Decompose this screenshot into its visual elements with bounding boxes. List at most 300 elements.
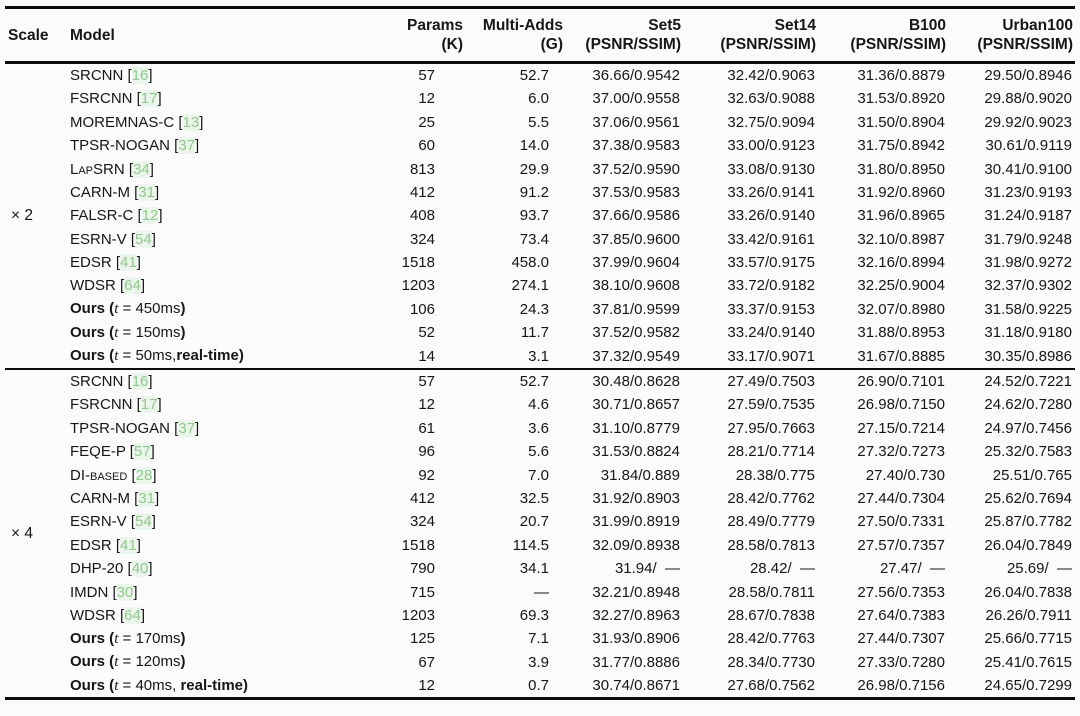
model-name: EDSR [41] [70,536,141,554]
value-cell: 52.7 [465,369,565,393]
model-name-text: EDSR [70,254,112,272]
model-name [67,344,365,368]
value-cell: 25 [418,113,435,131]
value-cell: 27.47/ — [879,560,945,578]
column-header-model [67,8,365,63]
model-name-text: SRCNN [70,373,124,391]
value-cell: 32.09/0.8938 [592,536,680,554]
column-header-params [365,8,465,63]
model-name-segment: ) [180,300,186,318]
value-cell: 27.33/0.7280 [857,653,945,671]
value-cell: 32.5 [519,489,549,507]
value-cell: 31.79/0.9248 [984,230,1072,248]
value-cell: 29.92/0.9023 [984,113,1072,131]
value-cell: 31.88/0.8953 [857,324,945,342]
value-cell: 33.26/0.9141 [727,183,815,201]
table-row [5,627,1075,650]
value-cell: 30.71/0.8657 [592,396,680,414]
value-cell: 813 [409,160,435,178]
table-row [5,369,1075,393]
value-cell: 37.81/0.9599 [592,300,680,318]
value-cell: 93.7 [519,207,549,225]
table-row [5,417,1075,440]
value-cell: 25.32/0.7583 [984,443,1072,461]
value-cell: 32.10/0.8987 [857,230,945,248]
value-cell: 37.06/0.9561 [592,113,680,131]
citation-link[interactable]: 64 [124,277,141,295]
value-cell: 24.62/0.7280 [984,396,1072,414]
value-cell: 57 [365,369,465,393]
value-cell: 32.75/0.9094 [727,113,815,131]
value-cell: 1518 [401,536,435,554]
table-row [5,87,1075,110]
value-cell: 27.50/0.7331 [857,513,945,531]
value-cell: 25.51/0.765 [992,466,1072,484]
citation-link[interactable]: 64 [124,606,141,624]
model-name-segment: ) [180,323,186,341]
value-cell: 25.87/0.7782 [984,513,1072,531]
model-name-text: FSRCNN [70,396,133,414]
column-label: Set5 [648,17,681,34]
value-cell: 28.42/0.7763 [727,630,815,648]
table-row [5,227,1075,250]
column-header-urban100 [948,8,1075,63]
citation-link[interactable]: 54 [135,230,152,248]
value-cell: 715 [409,583,435,601]
value-cell: 32.21/0.8948 [592,583,680,601]
value-cell: 412 [409,489,435,507]
value-cell: 25.66/0.7715 [984,630,1072,648]
value-cell: 31.67/0.8885 [857,347,945,365]
value-cell: 324 [409,230,435,248]
value-cell: 28.67/0.7838 [727,606,815,624]
citation-link[interactable]: 17 [140,396,158,414]
value-cell: 28.49/0.7779 [727,513,815,531]
value-cell: 1203 [401,277,435,295]
citation-link[interactable]: 54 [135,513,152,531]
column-label: Params [406,17,463,34]
value-cell: 31.96/0.8965 [857,207,945,225]
model-name-segment: t [114,677,119,694]
model-name-segment: = 120ms [118,653,181,671]
model-name: TPSR-NOGAN [37] [70,419,200,437]
model-name: ESRN-V [54] [70,230,156,248]
value-cell: 31.99/0.8919 [592,513,680,531]
value-cell: 34.1 [519,560,549,578]
model-name: DHP-20 [40] [70,560,153,578]
benchmark-results-table [5,6,1075,700]
model-name: FALSR-C [12] [70,207,163,225]
model-name [67,651,365,674]
value-cell: 60 [418,137,435,155]
citation-link[interactable]: 12 [141,207,159,225]
value-cell: 12 [418,677,435,695]
value-cell: 6.0 [528,90,549,108]
value-cell: 27.57/0.7357 [857,536,945,554]
value-cell: 3.6 [528,419,549,437]
model-name-segment: Ours ( [70,676,115,694]
value-cell: 26.26/0.7911 [985,606,1072,624]
value-cell: 7.0 [528,466,549,484]
model-name-segment: = 150ms [118,323,181,341]
value-cell: 412 [409,183,435,201]
model-name: CARN-M [31] [70,183,160,201]
model-name-segment: Ours ( [70,300,115,318]
value-cell: 31.92/0.8960 [857,183,945,201]
value-cell: 27.49/0.7503 [683,369,818,393]
citation-link[interactable]: 31 [138,489,156,507]
value-cell: 114.5 [512,536,549,554]
value-cell: 5.5 [528,113,549,131]
model-name: ESRN-V [54] [70,513,156,531]
model-name: LapSRN [34] [70,160,154,178]
value-cell: 31.98/0.9272 [984,254,1072,272]
model-name-text: CARN-M [70,489,130,507]
column-header-set5 [565,8,683,63]
model-name-text: IMDN [70,583,109,601]
model-name: EDSR [41] [70,254,141,272]
table-row [5,298,1075,321]
value-cell: 458.0 [511,254,549,272]
model-name: WDSR [64] [70,277,146,295]
citation-link[interactable]: 34 [133,160,150,178]
value-cell: 37.53/0.9583 [592,183,680,201]
value-cell: 28.38/0.775 [735,466,815,484]
citation-link[interactable]: 31 [138,183,156,201]
value-cell: 33.24/0.9140 [727,324,815,342]
value-cell: 25.69/ — [1006,560,1072,578]
value-cell: 37.52/0.9582 [592,324,680,342]
table-row [5,251,1075,274]
column-label: Urban100 [1002,17,1073,34]
value-cell: 69.3 [519,606,549,624]
column-sublabel: (K) [441,36,463,54]
value-cell: 37.38/0.9583 [592,137,680,155]
model-name: MOREMNAS-C [13] [70,113,204,131]
value-cell: 28.21/0.7714 [727,443,815,461]
value-cell: 31.80/0.8950 [857,160,945,178]
model-name: FEQE-P [57] [70,443,155,461]
value-cell: 408 [409,207,435,225]
citation-link[interactable]: 16 [131,373,149,391]
table-header [5,8,1075,63]
value-cell: — [534,583,549,601]
table-row [5,487,1075,510]
value-cell: 33.17/0.9071 [727,347,815,365]
model-name-text: MOREMNAS-C [70,113,175,131]
value-cell: 27.59/0.7535 [727,396,815,414]
table-row [5,440,1075,463]
table-row [5,651,1075,674]
table-row [5,111,1075,134]
column-sublabel: (G) [540,36,563,54]
value-cell: 30.61/0.9119 [985,137,1072,155]
table-row [5,604,1075,627]
value-cell: 33.08/0.9130 [727,160,815,178]
citation-link[interactable]: 40 [131,560,149,578]
value-cell: 33.42/0.9161 [727,230,815,248]
value-cell: 32.42/0.9063 [727,66,815,84]
model-name-segment: t [114,654,119,671]
value-cell: 1518 [401,254,435,272]
value-cell: 37.00/0.9558 [592,90,680,108]
value-cell: 27.15/0.7214 [857,419,945,437]
model-name-segment: t [114,348,119,365]
value-cell: 24.65/0.7299 [984,677,1072,695]
model-name-text: ESRN-V [70,230,127,248]
table-row [5,134,1075,157]
model-name-text: FEQE-P [70,443,126,461]
citation-link[interactable]: 57 [133,443,151,461]
value-cell: 14 [418,347,435,365]
value-cell: 1203 [401,606,435,624]
model-name-text: ESRN-V [70,513,127,531]
model-name: SRCNN [16] [67,369,365,393]
value-cell: 30.48/0.8628 [565,369,683,393]
value-cell: 26.04/0.7838 [984,583,1072,601]
model-name-text: WDSR [70,606,116,624]
value-cell: 27.56/0.7353 [857,583,945,601]
value-cell: 31.84/0.889 [600,466,680,484]
value-cell: 27.44/0.7304 [857,489,945,507]
model-name: SRCNN [16] [70,66,153,84]
model-name: FSRCNN [17] [70,90,162,108]
citation-link[interactable]: 28 [135,466,153,484]
value-cell: 31.23/0.9193 [984,183,1072,201]
model-name-segment: = 40ms, [118,676,181,694]
value-cell: 33.00/0.9123 [727,137,815,155]
column-label: Set14 [774,17,816,34]
citation-link[interactable]: 41 [120,254,137,272]
value-cell: 27.64/0.7383 [857,606,945,624]
value-cell: 61 [418,419,435,437]
model-name-segment: ) [180,653,186,671]
value-cell: 5.6 [528,443,549,461]
column-sublabel: (PSNR/SSIM) [720,36,816,54]
model-name: FSRCNN [17] [70,396,162,414]
value-cell: 0.7 [528,677,549,695]
model-name-segment: t [114,301,119,318]
citation-link[interactable]: 41 [120,536,137,554]
table-row [5,344,1075,368]
model-name [67,321,365,344]
value-cell: 25.62/0.7694 [984,489,1072,507]
value-cell: 29.88/0.9020 [984,90,1072,108]
value-cell: 67 [418,653,435,671]
value-cell: 27.44/0.7307 [857,630,945,648]
value-cell: 27.68/0.7562 [727,677,815,695]
value-cell: 31.18/0.9180 [984,324,1072,342]
model-name-text: LapSRN [70,160,125,178]
value-cell: 4.6 [528,396,549,414]
value-cell: 57 [418,66,435,84]
value-cell: 12 [418,396,435,414]
value-cell: 30.74/0.8671 [592,677,680,695]
value-cell: 31.50/0.8904 [857,113,945,131]
value-cell: 27.95/0.7663 [727,419,815,437]
model-name-text: TPSR-NOGAN [70,419,171,437]
value-cell: 125 [409,630,435,648]
model-name-segment: Ours ( [70,653,115,671]
value-cell: 20.7 [519,513,549,531]
value-cell: 31.24/0.9187 [984,207,1072,225]
model-name-text: FALSR-C [70,207,134,225]
value-cell: 36.66/0.9542 [592,66,680,84]
table-row [5,393,1075,416]
table-row [5,580,1075,603]
model-name-text: EDSR [70,536,112,554]
model-name-segment: Ours ( [70,629,115,647]
value-cell: 7.1 [528,630,549,648]
value-cell: 790 [409,560,435,578]
table-row [5,157,1075,180]
value-cell: 30.35/0.8986 [984,347,1072,365]
value-cell: 3.1 [528,347,549,365]
value-cell: 31.93/0.8906 [592,630,680,648]
value-cell: 31.36/0.8879 [857,66,945,84]
model-name-text: DI-based [70,466,128,484]
column-label: Scale [8,26,49,44]
table-body [5,62,1075,699]
column-sublabel: (PSNR/SSIM) [585,36,681,54]
model-name: DI-based [28] [70,466,157,484]
value-cell: 37.52/0.9590 [592,160,680,178]
value-cell: 24.97/0.7456 [984,419,1072,437]
value-cell: 106 [409,300,435,318]
model-name-segment: ) [180,629,186,647]
model-name-segment: real-time) [176,347,244,365]
citation-link[interactable]: 30 [116,583,134,601]
value-cell: 26.90/0.7101 [818,369,948,393]
column-header-multi-adds [465,8,565,63]
value-cell: 11.7 [520,324,549,342]
value-cell: 52.7 [519,66,549,84]
model-name-text: TPSR-NOGAN [70,137,171,155]
column-label: B100 [908,17,946,34]
value-cell: 324 [409,513,435,531]
value-cell: 30.41/0.9100 [984,160,1072,178]
model-name: TPSR-NOGAN [37] [70,137,200,155]
value-cell: 14.0 [519,137,549,155]
table-row [5,463,1075,486]
value-cell: 26.04/0.7849 [984,536,1072,554]
column-header-set14 [683,8,818,63]
table-row [5,274,1075,297]
table-row [5,204,1075,227]
value-cell: 96 [418,443,435,461]
value-cell: 37.85/0.9600 [592,230,680,248]
value-cell: 37.99/0.9604 [592,254,680,272]
value-cell: 31.58/0.9225 [984,300,1072,318]
model-name [67,627,365,650]
column-header-b100 [818,8,948,63]
value-cell: 28.58/0.7813 [727,536,815,554]
model-name-text: WDSR [70,277,116,295]
scale-label: × 4 [5,369,67,699]
model-name-text: CARN-M [70,183,130,201]
value-cell: 32.63/0.9088 [727,90,815,108]
value-cell: 37.66/0.9586 [592,207,680,225]
citation-link[interactable]: 37 [178,419,196,437]
model-name-segment: t [114,324,119,341]
scale-label: × 2 [11,206,33,224]
column-label: Multi-Adds [482,17,563,34]
value-cell: 31.53/0.8920 [857,90,945,108]
value-cell: 52 [418,324,435,342]
value-cell: 38.10/0.9608 [592,277,680,295]
value-cell: 32.27/0.8963 [592,606,680,624]
value-cell: 28.42/0.7762 [727,489,815,507]
model-name-segment: Ours ( [70,347,115,365]
table-row [5,674,1075,699]
table-row [5,510,1075,533]
citation-link[interactable]: 16 [131,66,149,84]
value-cell: 24.52/0.7221 [948,369,1075,393]
value-cell: 28.34/0.7730 [727,653,815,671]
model-name-text: SRCNN [70,66,124,84]
value-cell: 91.2 [519,183,549,201]
value-cell: 32.07/0.8980 [857,300,945,318]
model-name-segment: real-time) [180,676,248,694]
model-name-segment: = 50ms, [118,347,177,365]
value-cell: 25.41/0.7615 [984,653,1072,671]
value-cell: 31.92/0.8903 [592,489,680,507]
value-cell: 33.57/0.9175 [727,254,815,272]
model-name: WDSR [64] [70,606,146,624]
model-name: IMDN [30] [70,583,138,601]
table-row [5,321,1075,344]
model-name-text: DHP-20 [70,560,124,578]
value-cell: 37.32/0.9549 [592,347,680,365]
column-header-scale [5,8,67,63]
table-row [5,534,1075,557]
citation-link[interactable]: 37 [178,137,196,155]
column-sublabel: (PSNR/SSIM) [850,36,946,54]
value-cell: 3.9 [528,653,549,671]
citation-link[interactable]: 13 [182,113,200,131]
model-name-text: FSRCNN [70,90,133,108]
value-cell: 32.25/0.9004 [857,277,945,295]
model-name-segment: t [114,630,119,647]
model-name-segment: Ours ( [70,323,115,341]
model-name-segment: = 450ms [118,300,181,318]
value-cell: 26.98/0.7156 [857,677,945,695]
model-name: CARN-M [31] [70,489,160,507]
value-cell: 33.72/0.9182 [727,277,815,295]
value-cell: 32.16/0.8994 [857,254,945,272]
table-row [5,181,1075,204]
value-cell: 73.4 [519,230,549,248]
table-row [5,62,1075,87]
value-cell: 24.3 [519,300,549,318]
value-cell: 33.37/0.9153 [727,300,815,318]
model-name-segment: = 170ms [118,629,181,647]
value-cell: 26.98/0.7150 [857,396,945,414]
value-cell: 27.32/0.7273 [857,443,945,461]
value-cell: 28.58/0.7811 [728,583,815,601]
value-cell: 29.9 [519,160,549,178]
value-cell: 31.94/ — [614,560,680,578]
model-name [67,674,365,699]
citation-link[interactable]: 17 [140,90,158,108]
value-cell: 28.42/ — [749,560,815,578]
value-cell: 12 [418,90,435,108]
column-label: Model [70,26,115,44]
column-sublabel: (PSNR/SSIM) [977,36,1073,54]
value-cell: 31.53/0.8824 [592,443,680,461]
model-name [67,298,365,321]
value-cell: 274.1 [511,277,549,295]
